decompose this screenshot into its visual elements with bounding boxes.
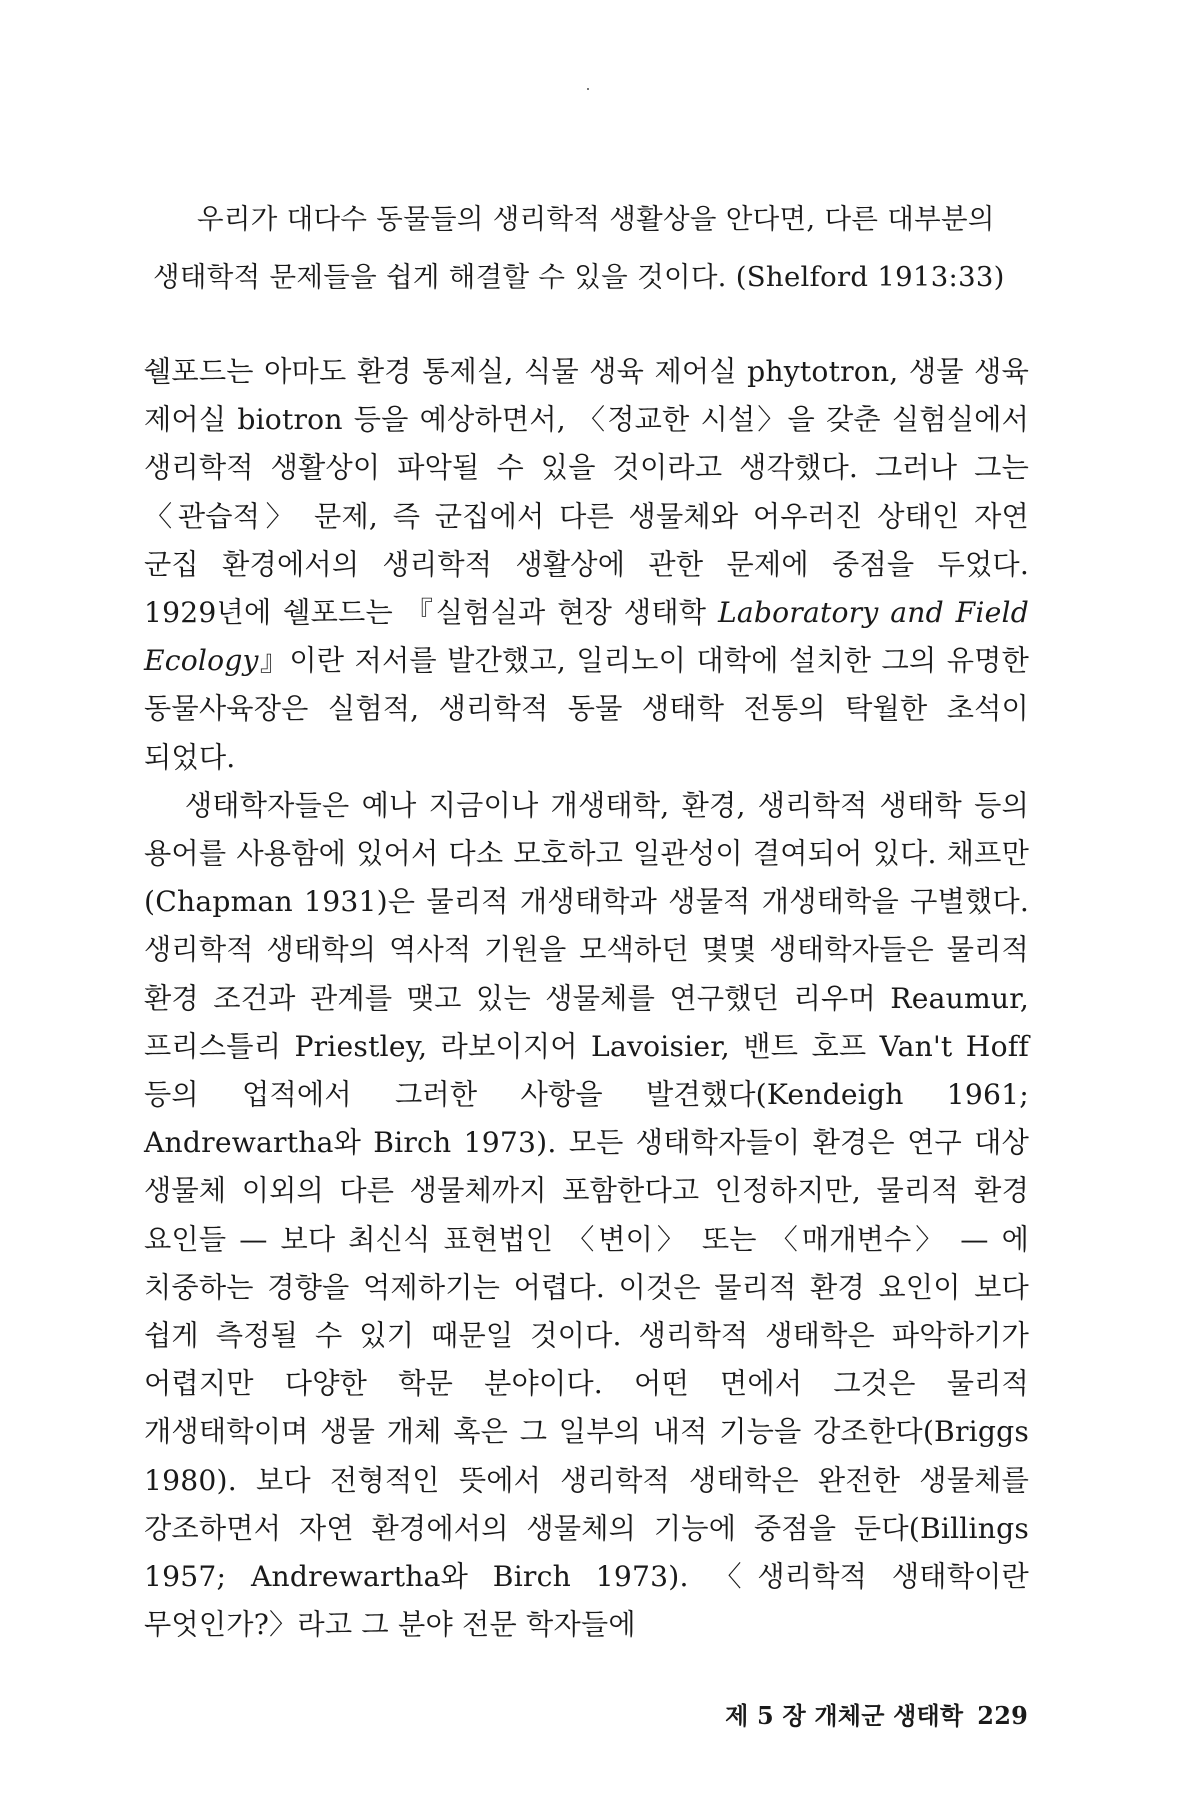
scan-speck <box>587 88 589 90</box>
body-text <box>144 348 1029 1649</box>
paragraph-1-part-2: 』이란 저서를 발간했고, 일리노이 대학에 설치한 그의 유명한 동물사육장은 실험적, 생리학적 동물 생태학 전통의 탁월한 초석이 되었다. <box>144 644 1029 774</box>
book-title: Laboratory and Field Ecology <box>144 596 1029 678</box>
paragraph-2: 생태학자들은 예나 지금이나 개생태학, 환경, 생리학적 생태학 등의 용어를 사용함에 있어서 다소 모호하고 일관성이 결여되어 있다. 채프만(Chapman 1931)은 물리적 개생태학과 생물적 개생태학을 구별했다. 생리학적 생태학의 역사적 기원을 모색하던 몇몇 생태학자들은 물리적 환경 조건과 관계를 맺고 있는 생물체를 연구했던 리우머 Reaumur, 프리스틀리 Priestley, 라보이지어 Lavoisier, 밴트 호프 Van't Hoff 등의 업적에서 그러한 사항을 발견했다(Kendeigh 1961; Andrewartha와 Birch 1973). 모든 생태학자들이 환경은 연구 대상 생물체 이외의 다른 생물체까지 포함한다고 인정하지만, 물리적 환경 요인들 — 보다 최신식 표현법인 〈변이〉 또는 〈매개변수〉 — 에 치중하는 경향을 억제하기는 어렵다. 이것은 물리적 환경 요인이 보다 쉽게 측정될 수 있기 때문일 것이다. 생리학적 생태학은 파악하기가 어렵지만 다양한 학문 분야이다. 어떤 면에서 그것은 물리적 개생태학이며 생물 개체 혹은 그 일부의 내적 기능을 강조한다(Briggs 1980). 보다 전형적인 뜻에서 생리학적 생태학은 완전한 생물체를 강조하면서 자연 환경에서의 생물체의 기능에 중점을 둔다(Billings 1957; Andrewartha와 Birch 1973). 〈생리학적 생태학이란 무엇인가?〉라고 그 분야 전문 학자들에 <box>144 788 1029 1642</box>
chapter-title: 제 5 장 개체군 생태학 <box>725 1701 964 1730</box>
paragraph-1-part-1: 쉘포드는 아마도 환경 통제실, 식물 생육 제어실 phytotron, 생물 생육 제어실 biotron 등을 예상하면서, 〈정교한 시설〉을 갖춘 실험실에서 생리학적 생활상이 파악될 수 있을 것이라고 생각했다. 그러나 그는 〈관습적〉 문제, 즉 군집에서 다른 생물체와 어우러진 상태인 자연 군집 환경에서의 생리학적 생활상에 관한 문제에 중점을 두었다. 1929년에 쉘포드는 『실험실과 현장 생태학 <box>144 355 1029 630</box>
paragraph-1 <box>144 348 1029 782</box>
page-footer <box>725 1696 1028 1731</box>
block-quote: 우리가 대다수 동물들의 생리학적 생활상을 안다면, 다른 대부분의 생태학적 문제들을 쉽게 해결할 수 있을 것이다. (Shelford 1913:33) <box>153 203 1005 293</box>
page-number: 229 <box>977 1701 1028 1730</box>
